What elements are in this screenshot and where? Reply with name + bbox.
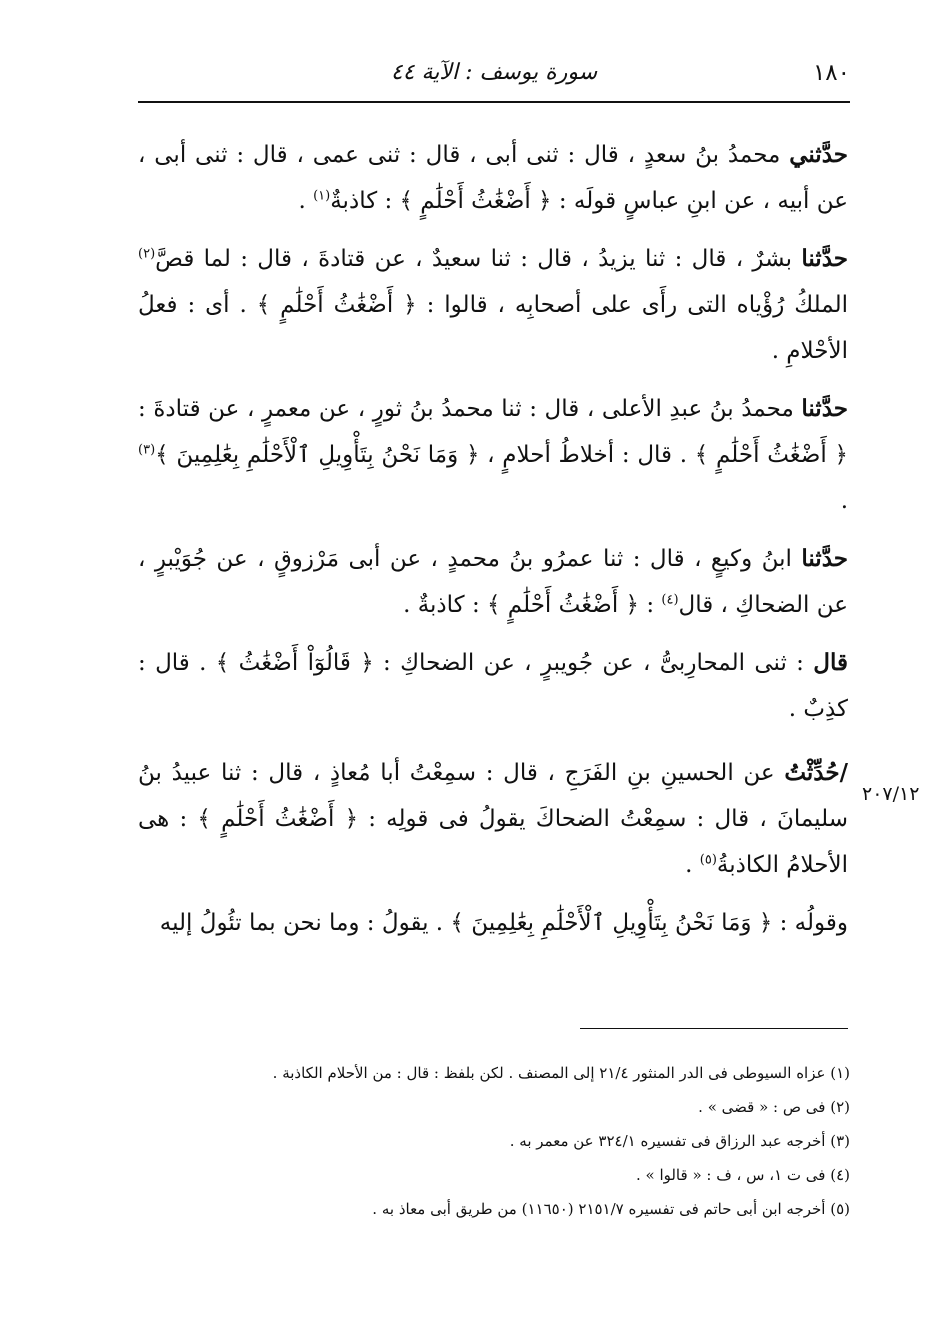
footnote-ref[interactable]: (٣) [138,442,156,458]
header-rule [138,101,850,103]
footnote-ref[interactable]: (١) [313,188,331,204]
footnote: (٢) فى ص : « قضى » . [698,1098,850,1116]
paragraph-text: محمدُ بنُ عبدِ الأعلى ، قال : ثنا محمدُ بنُ ثورٍ ، عن معمرٍ ، عن قتادةَ : ﴿ أَضْغَٰثُ أَحْلَٰمٍ ﴾ . قال : أخلاطُ أحلامٍ ، ﴿ وَمَا نَحْنُ بِتَأْوِيلِ ٱلْأَحْلَٰمِ بِعَٰلِمِينَ ﴾ [138,396,848,468]
paragraph [138,132,848,224]
paragraph-tail: الملكُ رُؤْياه التى رأَى على أصحابِه ، قالوا : ﴿ أَضْغَٰثُ أَحْلَٰمٍ ﴾ . أى : فعلُ الأحْلامِ . [138,292,848,364]
isnad-lead: حدَّثنا [801,395,848,422]
paragraph-text: وقولُه : ﴿ وَمَا نَحْنُ بِتَأْوِيلِ ٱلْأَحْلَٰمِ بِعَٰلِمِينَ ﴾ . يقولُ : وما نحن بما تئُولُ إليه [159,910,848,936]
footnote-rule [580,1028,848,1029]
footnote: (٤) فى ت ١، س ، ف : « قالوا » . [635,1166,850,1184]
paragraph-text: بشرٌ ، قال : ثنا يزيدُ ، قال : ثنا سعيدٌ ، عن قتادةَ ، قال : لما قصَّ [155,246,802,272]
footnote-ref[interactable]: (٢) [138,246,156,262]
isnad-lead: /حُدِّثْتُ [784,759,848,786]
paragraph-tail: . [685,852,700,878]
main-text [138,132,848,958]
footnote: (٥) أخرجه ابن أبى حاتم فى تفسيره ٢١٥١/٧ (١١٦٥٠) من طريق أبى معاذ به . [372,1200,850,1218]
paragraph [138,640,848,732]
page-header [138,52,850,100]
page-number: ١٨٠ [812,60,850,86]
paragraph-text: : ثنى المحارِبىُّ ، عن جُويبرٍ ، عن الضحاكِ : ﴿ قَالُوٓاْ أَضْغَٰثُ ﴾ . قال : كذِبٌ . [138,650,848,722]
isnad-lead: حدَّثنا [801,545,848,572]
paragraph [138,536,848,628]
paragraph-text: ابنُ وكيعٍ ، قال : ثنا عمرُو بنُ محمدٍ ، عن أبى مَرْزوقٍ ، عن جُوَيْبرٍ ، عن الضحاكِ ، قال [138,546,848,618]
footnote: (٣) أخرجه عبد الرزاق فى تفسيره ٣٢٤/١ عن معمر به . [509,1132,850,1150]
paragraph-tail: . [840,488,848,514]
paragraph [138,236,848,374]
margin-reference: ٢٠٧/١٢ [862,783,920,805]
footnote: (١) عزاه السيوطى فى الدر المنثور ٢١/٤ إلى المصنف . لكن بلفظ : قال : من الأحلام الكاذبة . [272,1064,850,1082]
footnote-ref[interactable]: (٤) [661,592,679,608]
paragraph-text: عن الحسينِ بنِ الفَرَجِ ، قال : سمِعْتُ أبا مُعاذٍ ، قال : ثنا عبيدُ بنُ سليمانَ ، قال : سمِعْتُ الضحاكَ يقولُ فى قولِه : ﴿ أَضْغَٰثُ أَحْلَٰمٍ ﴾ : هى الأحلامُ الكاذبةُ [138,760,848,878]
paragraph-text: محمدُ بنُ سعدٍ ، قال : ثنى أبى ، قال : ثنى عمى ، قال : ثنى أبى ، عن أبيه ، عن ابنِ عباسٍ قولَه : ﴿ أَضْغَٰثُ أَحْلَٰمٍ ﴾ : كاذبةٌ [138,142,848,214]
footnote-ref[interactable]: (٥) [699,852,717,868]
paragraph [138,750,848,888]
footnotes [150,1056,850,1226]
isnad-lead: قال [813,649,848,676]
paragraph-tail: . [298,188,314,214]
paragraph [138,900,848,946]
paragraph-tail: : ﴿ أَضْغَٰثُ أَحْلَٰمٍ ﴾ : كاذبةٌ . [403,592,662,618]
isnad-lead: حدَّثنا [801,245,848,272]
paragraph [138,386,848,524]
isnad-lead: حدَّثني [789,141,848,168]
running-title: سورة يوسف : الآية ٤٤ [390,60,598,85]
